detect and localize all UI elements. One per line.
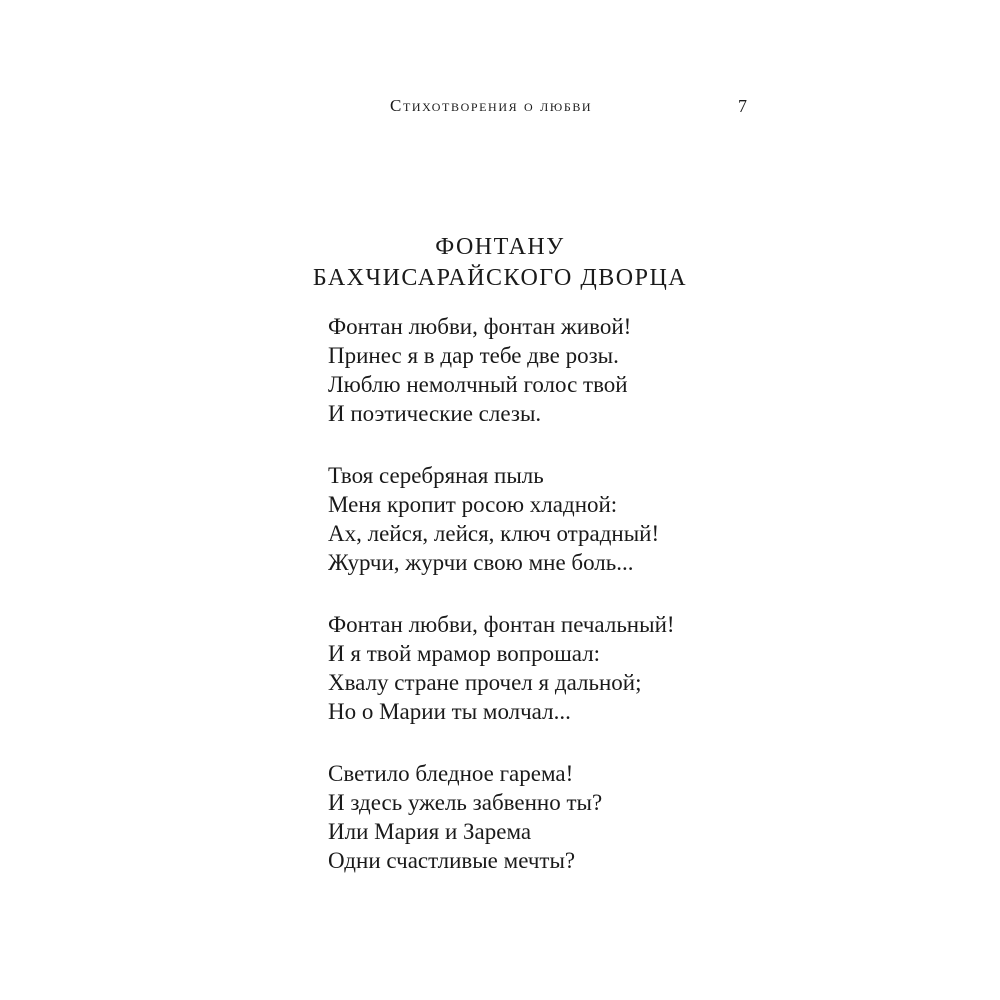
stanza (328, 610, 748, 726)
poem-line: Но о Марии ты молчал... (328, 699, 571, 724)
poem-line: И я твой мрамор вопрошал: (328, 641, 601, 666)
poem-line: Или Мария и Зарема (328, 819, 532, 844)
running-title: Стихотворения о любви (390, 96, 593, 115)
poem-body (328, 312, 748, 908)
poem-title (0, 232, 1000, 294)
stanza (328, 461, 748, 577)
poem-line: Меня кропит росою хладной: (328, 492, 618, 517)
stanza (328, 759, 748, 875)
running-head (0, 96, 1000, 120)
poem-line: И здесь ужель забвенно ты? (328, 790, 603, 815)
poem-line: Журчи, журчи свою мне боль... (328, 550, 634, 575)
poem-line: Твоя серебряная пыль (328, 463, 544, 488)
poem-line: Принес я в дар тебе две розы. (328, 343, 619, 368)
poem-line: Светило бледное гарема! (328, 761, 574, 786)
poem-line: И поэтические слезы. (328, 401, 542, 426)
poem-line: Фонтан любви, фонтан печальный! (328, 612, 675, 637)
stanza (328, 312, 748, 428)
poem-line: Люблю немолчный голос твой (328, 372, 628, 397)
poem-line: Хвалу стране прочел я дальной; (328, 670, 642, 695)
poem-line: Одни счастливые мечты? (328, 848, 576, 873)
poem-title-line: БАХЧИСАРАЙСКОГО ДВОРЦА (312, 265, 688, 291)
page-number: 7 (738, 96, 747, 116)
poem-line: Ах, лейся, лейся, ключ отрадный! (328, 521, 660, 546)
poem-title-line: ФОНТАНУ (435, 234, 565, 260)
poem-line: Фонтан любви, фонтан живой! (328, 314, 632, 339)
